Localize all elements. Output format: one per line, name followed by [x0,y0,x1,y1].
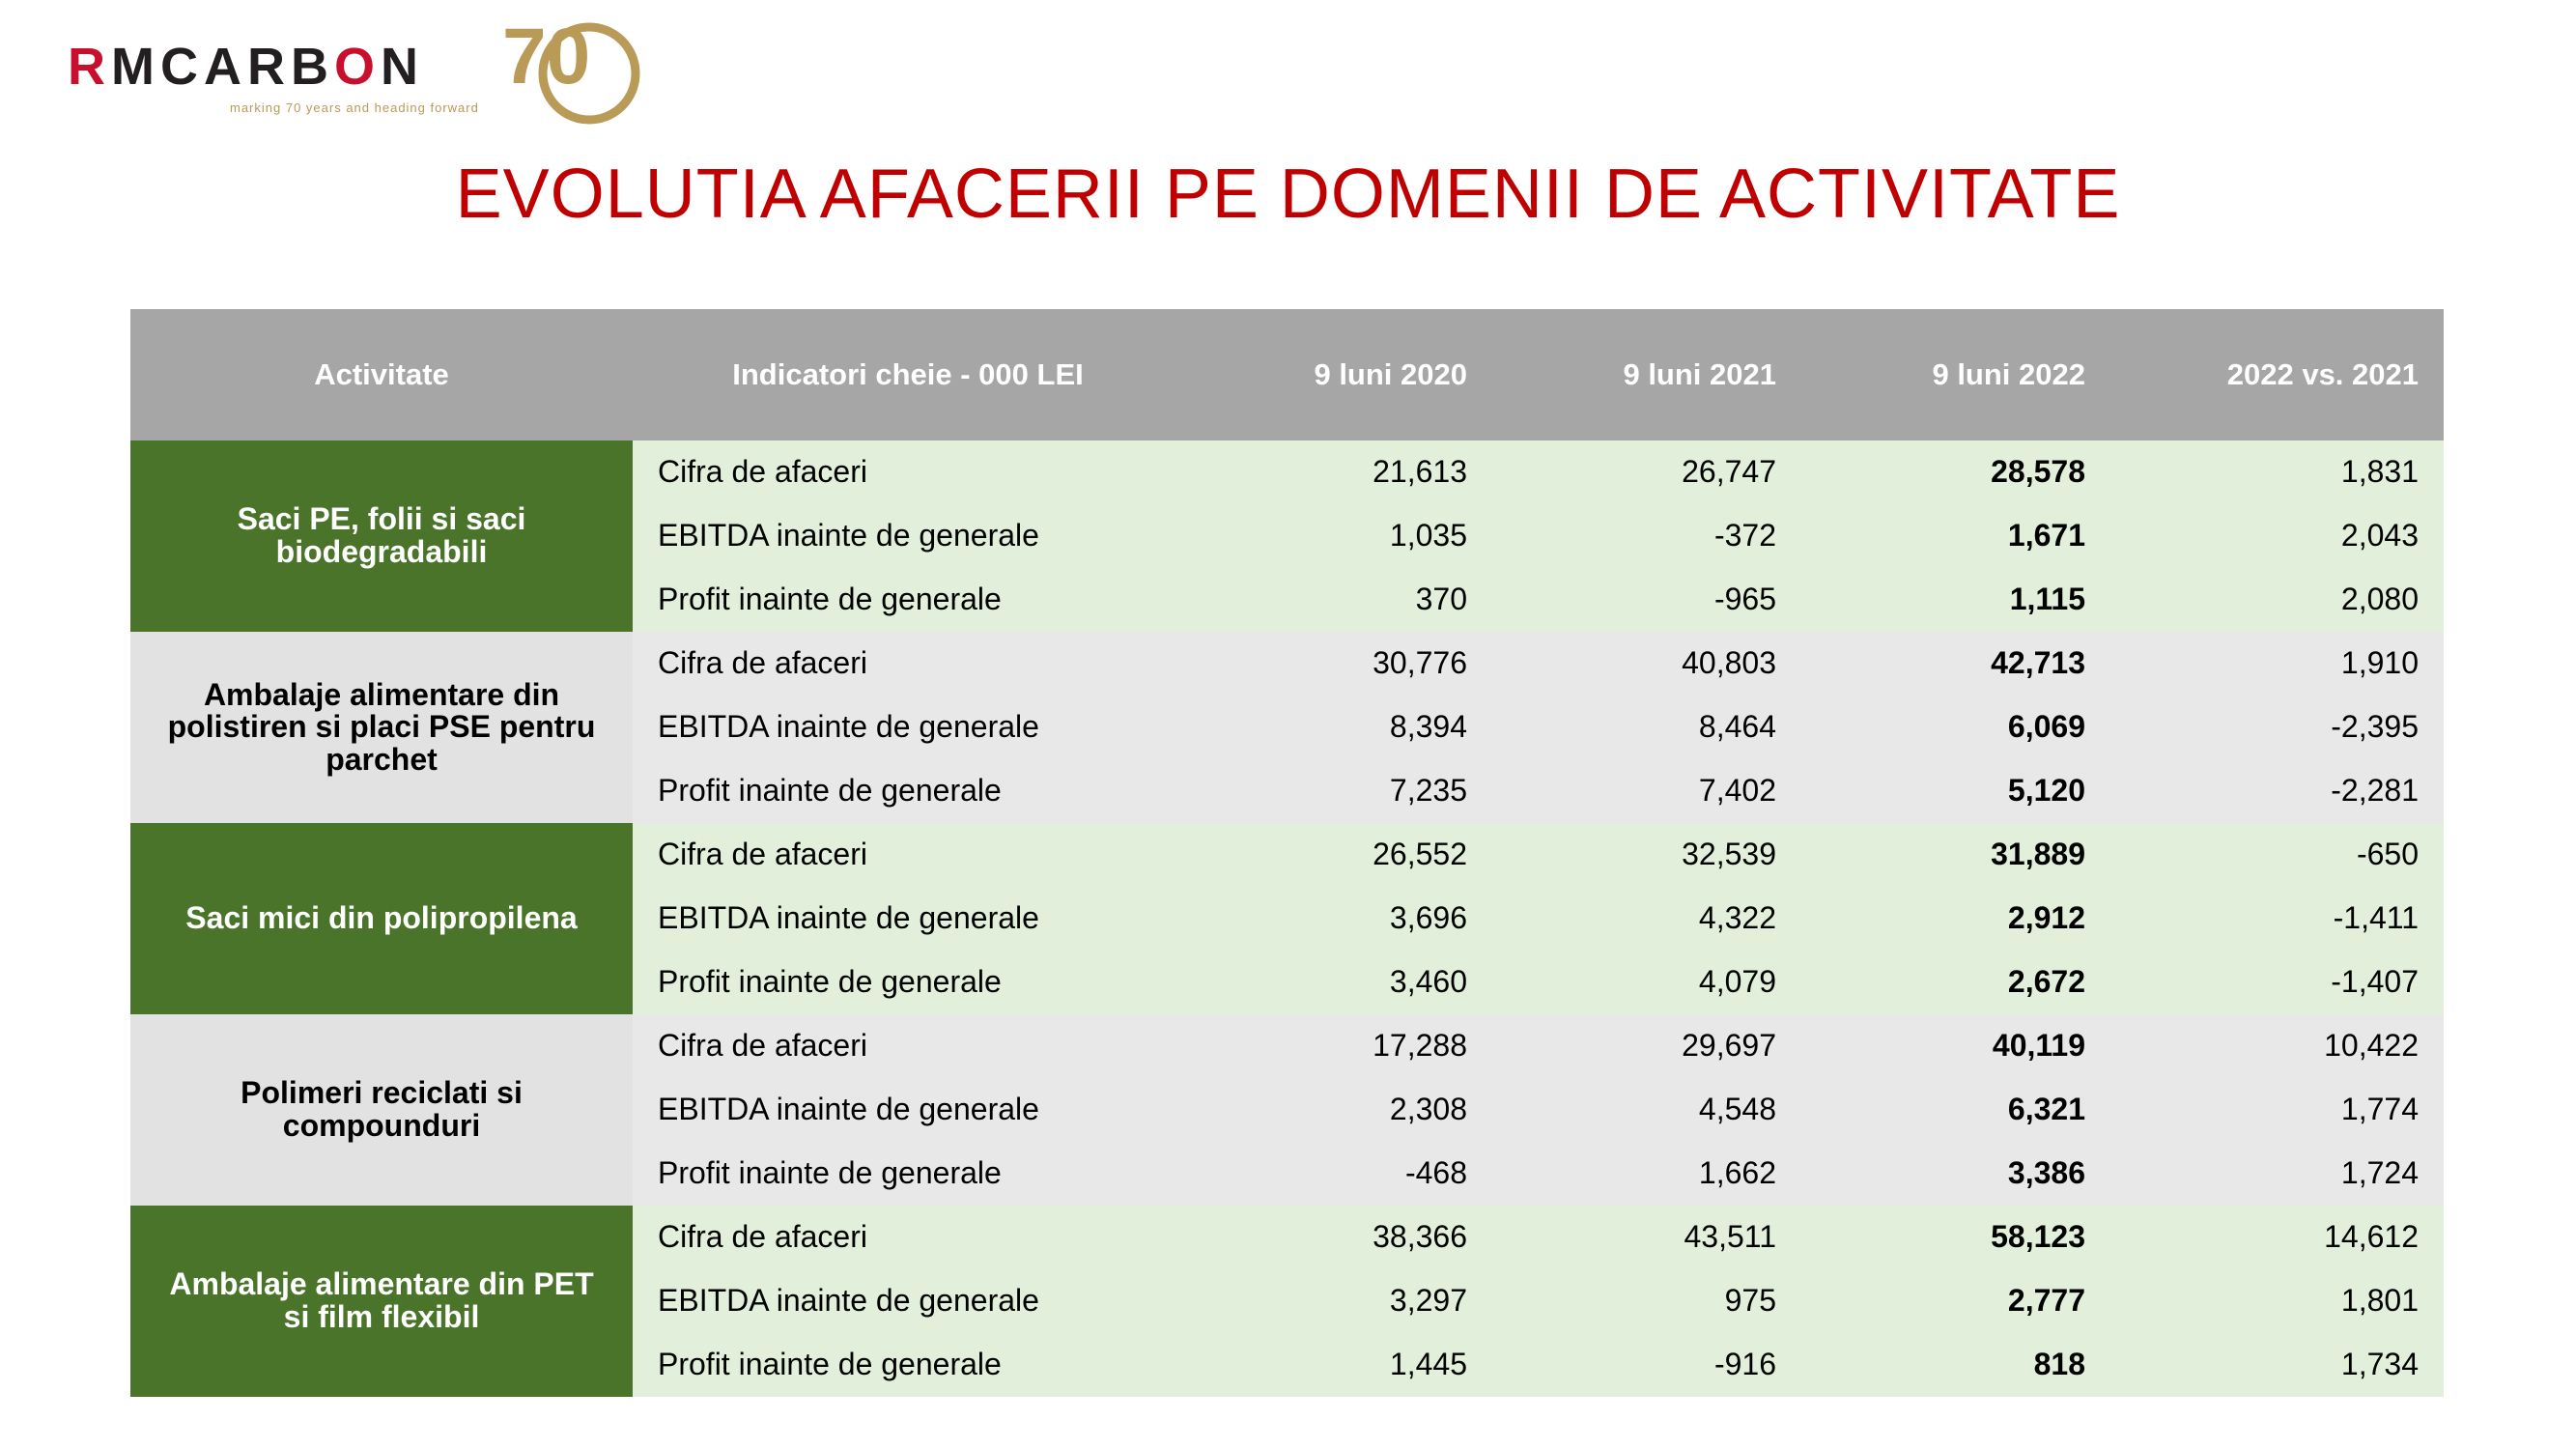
value-2021-cell: 40,803 [1492,632,1801,696]
value-variation-cell: 1,801 [2110,1269,2444,1333]
value-2020-cell: 21,613 [1183,440,1492,504]
table-row [130,823,2444,887]
page-title: EVOLUTIA AFACERII PE DOMENII DE ACTIVITATE [455,156,2121,233]
value-2022-cell: 28,578 [1801,440,2110,504]
value-2020-cell: 8,394 [1183,696,1492,759]
value-2020-cell: 3,696 [1183,887,1492,951]
value-2022-cell: 1,115 [1801,568,2110,632]
indicator-cell: Profit inainte de generale [633,568,1183,632]
value-2022-cell: 818 [1801,1333,2110,1397]
indicator-cell: Cifra de afaceri [633,632,1183,696]
value-2020-cell: 17,288 [1183,1014,1492,1078]
value-2021-cell: 29,697 [1492,1014,1801,1078]
column-header-variation: 2022 vs. 2021 [2110,309,2444,440]
logo-wordmark-r: R [68,38,111,96]
value-2022-cell: 40,119 [1801,1014,2110,1078]
value-2021-cell: 32,539 [1492,823,1801,887]
value-2020-cell: -468 [1183,1142,1492,1206]
activity-cell: Polimeri reciclati si compounduri [130,1014,633,1206]
activity-cell: Saci PE, folii si saci biodegradabili [130,440,633,632]
value-variation-cell: -650 [2110,823,2444,887]
value-2022-cell: 2,777 [1801,1269,2110,1333]
indicator-cell: EBITDA inainte de generale [633,1078,1183,1142]
value-2021-cell: 975 [1492,1269,1801,1333]
indicator-cell: Profit inainte de generale [633,759,1183,823]
indicator-cell: EBITDA inainte de generale [633,887,1183,951]
value-variation-cell: 1,910 [2110,632,2444,696]
value-2022-cell: 6,321 [1801,1078,2110,1142]
indicator-cell: EBITDA inainte de generale [633,1269,1183,1333]
logo-wordmark-mid: MCARB [111,38,334,96]
svg-text:70: 70 [502,14,591,100]
logo-wordmark-n: N [381,38,424,96]
indicator-cell: Cifra de afaceri [633,440,1183,504]
value-2020-cell: 1,445 [1183,1333,1492,1397]
anniversary-70-icon [493,14,657,128]
activity-cell: Saci mici din polipropilena [130,823,633,1014]
value-2021-cell: -916 [1492,1333,1801,1397]
indicator-cell: Cifra de afaceri [633,1014,1183,1078]
column-header-2020: 9 luni 2020 [1183,309,1492,440]
table-row [130,1206,2444,1269]
logo-tagline: marking 70 years and heading forward [230,100,479,115]
value-variation-cell: 1,724 [2110,1142,2444,1206]
value-variation-cell: -1,411 [2110,887,2444,951]
activity-cell: Ambalaje alimentare din PET si film flexibil [130,1206,633,1397]
value-2020-cell: 3,297 [1183,1269,1492,1333]
value-2020-cell: 370 [1183,568,1492,632]
value-2020-cell: 2,308 [1183,1078,1492,1142]
value-2021-cell: -372 [1492,504,1801,568]
value-2022-cell: 31,889 [1801,823,2110,887]
value-variation-cell: 10,422 [2110,1014,2444,1078]
value-variation-cell: 1,734 [2110,1333,2444,1397]
table-header-row [130,309,2444,440]
value-variation-cell: 2,080 [2110,568,2444,632]
indicator-cell: Cifra de afaceri [633,823,1183,887]
logo-wordmark-o: O [333,38,381,96]
value-2021-cell: 26,747 [1492,440,1801,504]
financial-table [130,309,2444,1397]
indicator-cell: Cifra de afaceri [633,1206,1183,1269]
value-2020-cell: 26,552 [1183,823,1492,887]
financial-table-wrapper [130,309,2444,1397]
value-variation-cell: 1,774 [2110,1078,2444,1142]
value-2022-cell: 2,672 [1801,951,2110,1014]
column-header-indicator: Indicatori cheie - 000 LEI [633,309,1183,440]
logo-wordmark [68,37,424,97]
value-variation-cell: 14,612 [2110,1206,2444,1269]
value-variation-cell: -2,281 [2110,759,2444,823]
value-2022-cell: 5,120 [1801,759,2110,823]
value-2021-cell: 8,464 [1492,696,1801,759]
value-2020-cell: 7,235 [1183,759,1492,823]
value-variation-cell: 2,043 [2110,504,2444,568]
value-variation-cell: -1,407 [2110,951,2444,1014]
value-2021-cell: -965 [1492,568,1801,632]
indicator-cell: Profit inainte de generale [633,951,1183,1014]
table-row [130,632,2444,696]
table-body [130,440,2444,1397]
value-2020-cell: 38,366 [1183,1206,1492,1269]
table-row [130,440,2444,504]
value-2020-cell: 30,776 [1183,632,1492,696]
column-header-activity: Activitate [130,309,633,440]
indicator-cell: Profit inainte de generale [633,1333,1183,1397]
value-2020-cell: 1,035 [1183,504,1492,568]
value-2021-cell: 7,402 [1492,759,1801,823]
value-2022-cell: 1,671 [1801,504,2110,568]
indicator-cell: EBITDA inainte de generale [633,504,1183,568]
value-2021-cell: 4,322 [1492,887,1801,951]
value-2022-cell: 58,123 [1801,1206,2110,1269]
value-2021-cell: 1,662 [1492,1142,1801,1206]
indicator-cell: Profit inainte de generale [633,1142,1183,1206]
value-2022-cell: 3,386 [1801,1142,2110,1206]
indicator-cell: EBITDA inainte de generale [633,696,1183,759]
column-header-2021: 9 luni 2021 [1492,309,1801,440]
table-row [130,1014,2444,1078]
value-variation-cell: -2,395 [2110,696,2444,759]
value-2022-cell: 6,069 [1801,696,2110,759]
value-2021-cell: 4,548 [1492,1078,1801,1142]
value-variation-cell: 1,831 [2110,440,2444,504]
value-2022-cell: 2,912 [1801,887,2110,951]
value-2021-cell: 43,511 [1492,1206,1801,1269]
column-header-2022: 9 luni 2022 [1801,309,2110,440]
value-2022-cell: 42,713 [1801,632,2110,696]
value-2021-cell: 4,079 [1492,951,1801,1014]
value-2020-cell: 3,460 [1183,951,1492,1014]
activity-cell: Ambalaje alimentare din polistiren si placi PSE pentru parchet [130,632,633,823]
logo [68,8,695,143]
